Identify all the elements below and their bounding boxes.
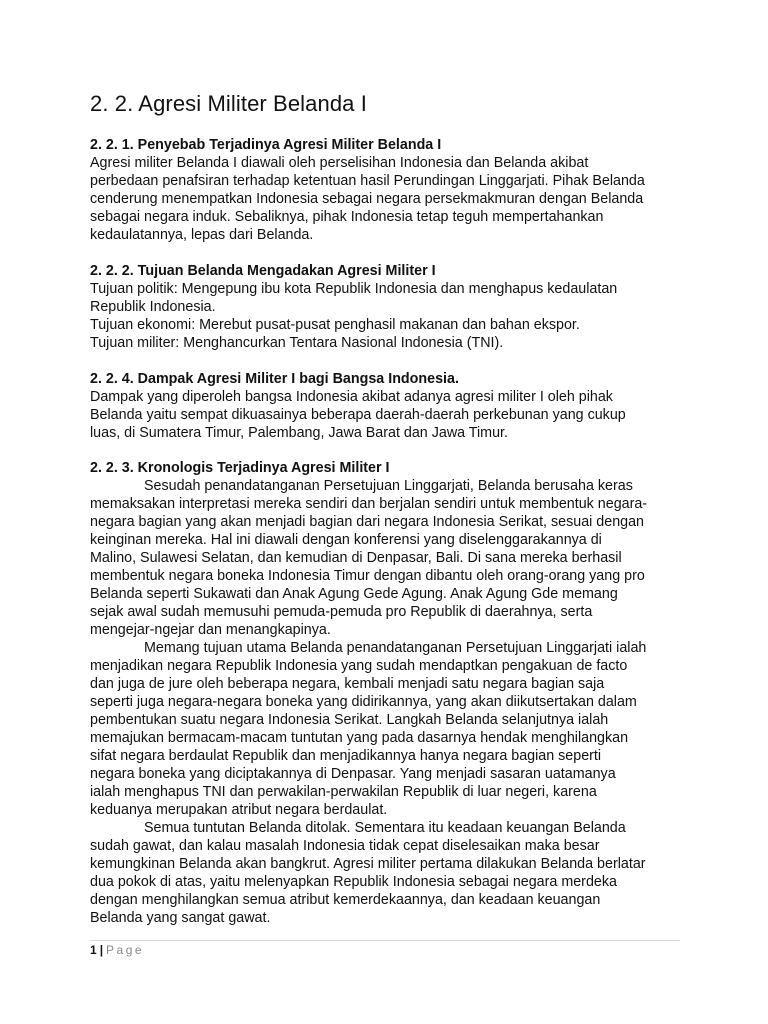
paragraph-line: membentuk negara boneka Indonesia Timur dengan dibantu oleh orang-orang yang pro: [90, 568, 645, 584]
paragraph-line: Dampak yang diperoleh bangsa Indonesia akibat adanya agresi militer I oleh pihak: [90, 389, 613, 405]
paragraph-line: kemungkinan Belanda akan bangkrut. Agresi militer pertama dilakukan Belanda berlatar: [90, 856, 646, 872]
paragraph-line: Semua tuntutan Belanda ditolak. Sementara itu keadaan keuangan Belanda: [144, 820, 626, 836]
paragraph-line: ialah menghapus TNI dan perwakilan-perwakilan Republik di luar negeri, karena: [90, 784, 597, 800]
page-label: Page: [106, 943, 145, 957]
paragraph-line: negara bagian yang akan menjadi bagian dari negara Indonesia Serikat, sesuai dengan: [90, 514, 645, 530]
section-heading: 2. 2. 2. Tujuan Belanda Mengadakan Agresi Militer I: [90, 263, 436, 279]
paragraph-line: Belanda yang sangat gawat.: [90, 910, 271, 926]
paragraph-line: kedaulatannya, lepas dari Belanda.: [90, 227, 314, 243]
paragraph-line: mengejar-ngejar dan menangkapinya.: [90, 622, 331, 638]
page-footer: [90, 943, 144, 957]
paragraph-line: Tujuan militer: Menghancurkan Tentara Nasional Indonesia (TNI).: [90, 335, 504, 351]
document-title: 2. 2. Agresi Militer Belanda I: [90, 91, 367, 116]
section-dampak: [90, 370, 690, 442]
footer-divider: [90, 940, 680, 941]
paragraph-line: sudah gawat, dan kalau masalah Indonesia tidak cepat diselesaikan maka besar: [90, 838, 600, 854]
paragraph-line: luas, di Sumatera Timur, Palembang, Jawa Barat dan Jawa Timur.: [90, 425, 508, 441]
paragraph-line: Tujuan politik: Mengepung ibu kota Republik Indonesia dan menghapus kedaulatan: [90, 281, 618, 297]
paragraph-line: sifat negara berdaulat Republik dan menjadikannya hanya negara bagian seperti: [90, 748, 602, 764]
paragraph-line: Belanda seperti Sukawati dan Anak Agung Gede Agung. Anak Agung Gde memang: [90, 586, 618, 602]
paragraph-line: negara boneka yang diciptakannya di Denpasar. Yang menjadi sasaran uatamanya: [90, 766, 616, 782]
page-number: 1: [90, 943, 97, 957]
paragraph-line: sejak awal sudah memusuhi pemuda-pemuda pro Republik di daerahnya, serta: [90, 604, 593, 620]
footer-separator: |: [99, 943, 104, 957]
section-heading: 2. 2. 4. Dampak Agresi Militer I bagi Bangsa Indonesia.: [90, 371, 459, 387]
paragraph-line: memajukan bermacam-macam tuntutan yang pada dasarnya hendak menghilangkan: [90, 730, 629, 746]
paragraph-line: Malino, Sulawesi Selatan, dan kemudian di Denpasar, Bali. Di sana mereka berhasil: [90, 550, 622, 566]
section-penyebab: [90, 136, 690, 244]
paragraph-line: sebagai negara induk. Sebaliknya, pihak Indonesia tetap teguh mempertahankan: [90, 209, 604, 225]
paragraph-line: dan juga de jure oleh beberapa negara, kembali menjadi satu negara bagian saja: [90, 676, 605, 692]
paragraph-line: perbedaan penafsiran terhadap ketentuan hasil Perundingan Linggarjati. Pihak Belanda: [90, 173, 645, 189]
paragraph-line: dengan menghilangkan semua atribut kemerdekaannya, dan keadaan keuangan: [90, 892, 601, 908]
paragraph-line: dua pokok di atas, yaitu melenyapkan Republik Indonesia sebagai negara merdeka: [90, 874, 617, 890]
paragraph-line: Agresi militer Belanda I diawali oleh perselisihan Indonesia dan Belanda akibat: [90, 155, 589, 171]
paragraph-line: Sesudah penandatanganan Persetujuan Linggarjati, Belanda berusaha keras: [144, 478, 633, 494]
section-tujuan: [90, 262, 690, 352]
paragraph-line: Tujuan ekonomi: Merebut pusat-pusat penghasil makanan dan bahan ekspor.: [90, 317, 580, 333]
section-heading: 2. 2. 1. Penyebab Terjadinya Agresi Militer Belanda I: [90, 137, 442, 153]
paragraph-line: Memang tujuan utama Belanda penandatanganan Persetujuan Linggarjati ialah: [144, 640, 647, 656]
section-heading: 2. 2. 3. Kronologis Terjadinya Agresi Militer I: [90, 460, 390, 476]
paragraph-line: cenderung menempatkan Indonesia sebagai negara persekmakmuran dengan Belanda: [90, 191, 644, 207]
paragraph-line: memaksakan interpretasi mereka sendiri dan berjalan sendiri untuk membentuk negara-: [90, 496, 648, 512]
paragraph-line: keduanya merupakan atribut negara berdaulat.: [90, 802, 388, 818]
section-kronologis: [90, 459, 690, 927]
paragraph-line: menjadikan negara Republik Indonesia yang sudah mendaptkan pengakuan de facto: [90, 658, 628, 674]
paragraph-line: Republik Indonesia.: [90, 299, 216, 315]
paragraph-line: pembentukan suatu negara Indonesia Serikat. Langkah Belanda selanjutnya ialah: [90, 712, 609, 728]
paragraph-line: seperti juga negara-negara boneka yang didirikannya, yang akan diikutsertakan dalam: [90, 694, 637, 710]
paragraph-line: Belanda yaitu sempat dikuasainya beberapa daerah-daerah perkebunan yang cukup: [90, 407, 626, 423]
paragraph-line: keinginan mereka. Hal ini diawali dengan konferensi yang diselenggarakannya di: [90, 532, 602, 548]
